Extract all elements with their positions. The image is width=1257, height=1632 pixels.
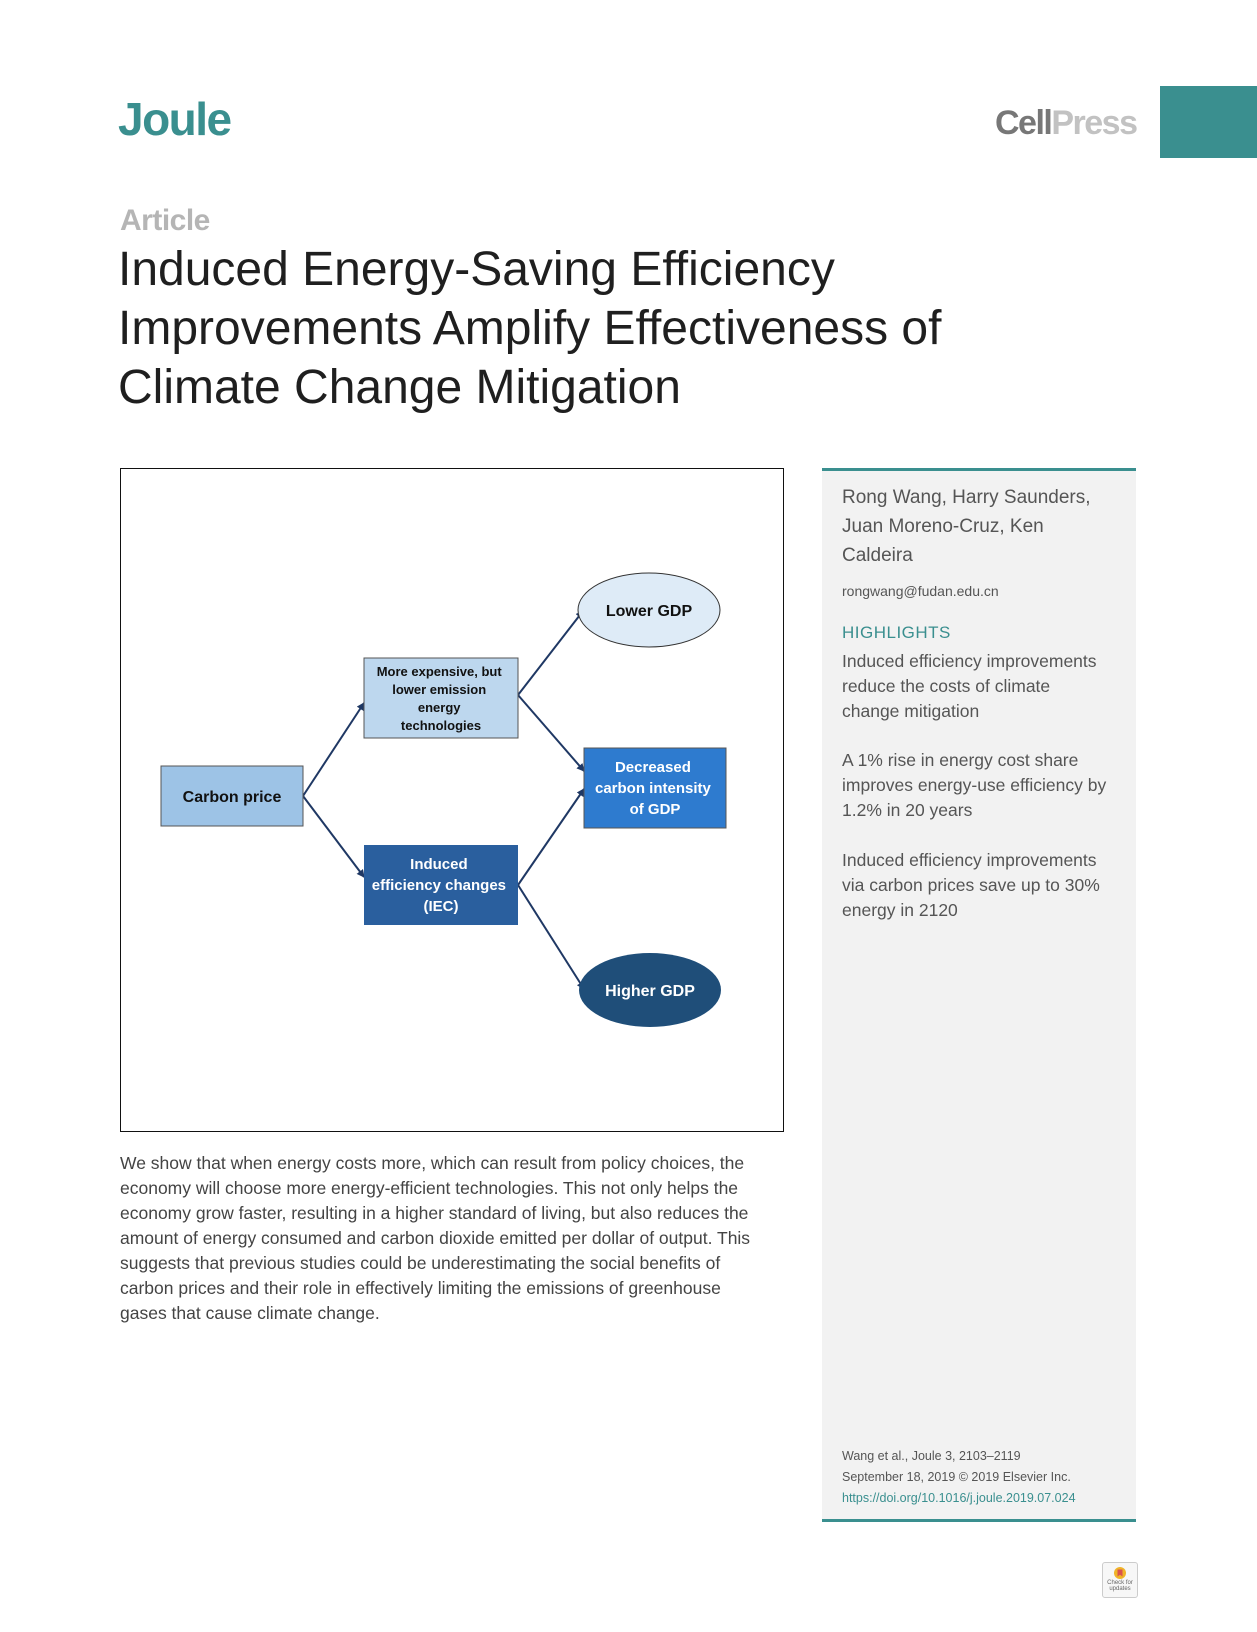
highlight-line: 1.2% in 20 years <box>842 800 973 820</box>
node-lower-gdp-label: Lower GDP <box>605 603 693 620</box>
arrow-iec-to-higher-gdp <box>518 885 584 989</box>
author-line: Juan Moreno-Cruz, Ken <box>842 516 1044 537</box>
highlights-heading: HIGHLIGHTS <box>842 623 951 642</box>
highlight-line: via carbon prices save up to 30% <box>842 875 1100 895</box>
summary-line: suggests that previous studies could be underestimating the social benefits of <box>120 1253 721 1273</box>
node-decreased-intensity-label: Decreased carbon intensity of GDP <box>594 759 711 818</box>
summary-line: amount of energy consumed and carbon dioxide emitted per dollar of output. This <box>120 1228 751 1248</box>
publisher-logo-part2: Press <box>1051 104 1137 142</box>
summary-line: carbon prices and their role in effectively limiting the emissions of greenhouse <box>120 1278 721 1298</box>
arrow-carbon-to-iec <box>303 796 364 877</box>
highlight-item <box>842 649 1132 724</box>
author-line: Caldeira <box>842 545 913 566</box>
doi-link[interactable]: https://doi.org/10.1016/j.joule.2019.07.024 <box>842 1491 1076 1505</box>
article-title <box>118 240 1018 417</box>
author-line: Rong Wang, Harry Saunders, <box>842 487 1091 508</box>
title-line: Climate Change Mitigation <box>118 361 681 414</box>
graphical-abstract-figure <box>120 468 784 1132</box>
node-higher-gdp-label: Higher GDP <box>605 983 695 1000</box>
citation-date: September 18, 2019 © 2019 Elsevier Inc. <box>842 1470 1071 1484</box>
arrow-iec-to-intensity <box>518 789 584 885</box>
badge-text-line1: Check for <box>1107 1580 1133 1586</box>
title-line: Induced Energy-Saving Efficiency <box>118 243 835 296</box>
highlight-line: Induced efficiency improvements <box>842 651 1097 671</box>
publisher-logo-part1: Cell <box>995 104 1052 142</box>
citation-block <box>842 1446 1076 1509</box>
article-type-label: Article <box>120 204 210 237</box>
highlight-line: Induced efficiency improvements <box>842 850 1097 870</box>
bookmark-icon <box>1113 1566 1127 1580</box>
node-carbon-price-label: Carbon price <box>182 789 282 806</box>
journal-logo: Joule <box>118 93 231 145</box>
highlight-line: improves energy-use efficiency by <box>842 775 1107 795</box>
check-for-updates-button[interactable] <box>1102 1562 1138 1598</box>
arrow-tech-to-intensity <box>518 695 584 771</box>
highlight-line: energy in 2120 <box>842 900 958 920</box>
flow-diagram <box>121 469 785 1133</box>
highlight-line: A 1% rise in energy cost share <box>842 750 1079 770</box>
summary-line: economy will choose more energy-efficient technologies. This not only helps the <box>120 1178 739 1198</box>
summary-paragraph <box>120 1151 788 1326</box>
arrow-carbon-to-tech <box>303 703 364 796</box>
arrow-tech-to-lower-gdp <box>518 611 583 695</box>
badge-text-line2: updates <box>1109 1586 1131 1592</box>
summary-line: We show that when energy costs more, which can result from policy choices, the <box>120 1153 745 1173</box>
summary-line: gases that cause climate change. <box>120 1303 380 1323</box>
sidebar-panel <box>822 468 1136 1522</box>
highlight-item <box>842 748 1132 823</box>
author-list <box>842 483 1127 570</box>
citation-line: Wang et al., Joule 3, 2103–2119 <box>842 1449 1021 1463</box>
corner-color-tab <box>1160 86 1257 158</box>
node-iec-label: Induced efficiency changes (IEC) <box>371 856 507 915</box>
highlight-line: reduce the costs of climate <box>842 676 1051 696</box>
corresponding-email[interactable]: rongwang@fudan.edu.cn <box>842 583 999 599</box>
title-line: Improvements Amplify Effectiveness of <box>118 302 942 355</box>
highlight-line: change mitigation <box>842 701 980 721</box>
node-expensive-tech-label: More expensive, but lower emission energy technologies <box>376 664 502 733</box>
summary-line: economy grow faster, resulting in a higher standard of living, but also reduces the <box>120 1203 749 1223</box>
highlight-item <box>842 848 1132 923</box>
publisher-logo <box>995 104 1137 143</box>
